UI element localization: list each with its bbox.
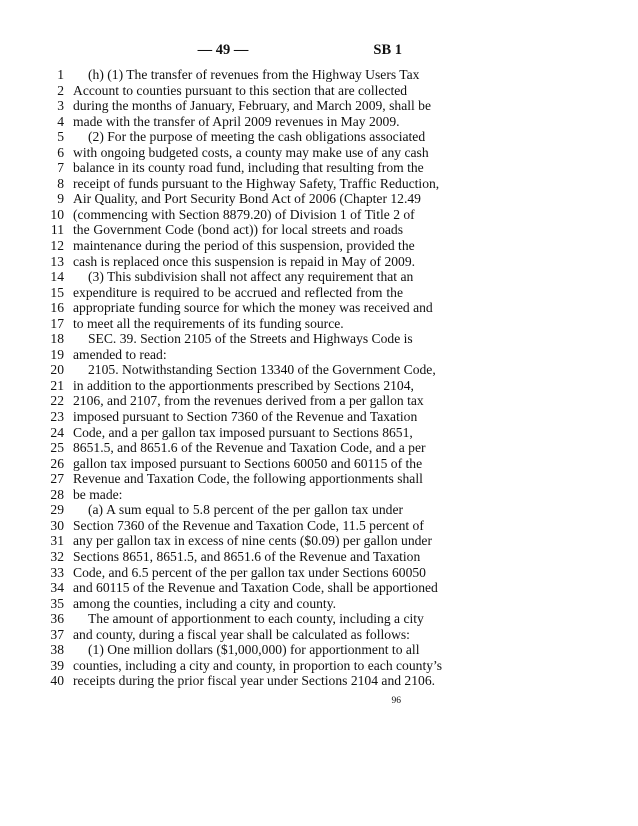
line-text: among the counties, including a city and county. xyxy=(73,595,337,611)
text-line xyxy=(42,222,403,238)
version-number: 96 xyxy=(391,696,401,706)
text-line xyxy=(42,548,421,565)
line-number: 8 xyxy=(57,175,64,191)
line-number: 39 xyxy=(50,657,64,673)
line-number: 22 xyxy=(50,393,64,409)
line-text: and 60115 of the Revenue and Taxation Code, shall be apportioned xyxy=(73,580,438,596)
line-number: 21 xyxy=(50,377,64,393)
line-text: made with the transfer of April 2009 revenues in May 2009. xyxy=(73,113,400,129)
line-text: Air Quality, and Port Security Bond Act of 2006 (Chapter 12.49 xyxy=(73,191,421,207)
line-text: appropriate funding source for which the money was received and xyxy=(73,300,433,316)
text-line xyxy=(42,98,432,114)
line-text: receipt of funds pursuant to the Highway Safety, Traffic Reduction, xyxy=(73,175,440,191)
text-line xyxy=(42,144,429,161)
text-line xyxy=(42,611,424,627)
text-line xyxy=(42,316,403,332)
line-text: in addition to the apportionments prescribed by Sections 2104, xyxy=(73,377,414,393)
text-line xyxy=(42,487,403,503)
line-text: Sections 8651, 8651.5, and 8651.6 of the Revenue and Taxation xyxy=(73,548,421,564)
text-line xyxy=(42,206,415,223)
text-line xyxy=(42,175,440,192)
page-number: — 49 — xyxy=(197,42,249,58)
text-line xyxy=(42,82,408,99)
line-number: 11 xyxy=(50,222,64,238)
text-line xyxy=(42,502,403,518)
text-line xyxy=(42,517,424,534)
text-line xyxy=(42,129,426,145)
line-text: during the months of January, February, and March 2009, shall be xyxy=(73,98,432,114)
line-number: 29 xyxy=(50,502,64,518)
line-number: 27 xyxy=(50,471,64,487)
line-number: 6 xyxy=(57,144,64,160)
line-number: 38 xyxy=(50,642,64,658)
text-line xyxy=(42,377,414,394)
line-text: with ongoing budgeted costs, a county may make use of any cash xyxy=(73,144,429,160)
line-text: expenditure is required to be accrued and reflected from the xyxy=(73,284,403,300)
line-text: SEC. 39. Section 2105 of the Streets and Highways Code is xyxy=(88,331,413,347)
line-number: 28 xyxy=(50,486,64,502)
line-number: 26 xyxy=(50,455,64,471)
line-text: maintenance during the period of this suspension, provided the xyxy=(73,238,415,254)
line-number: 17 xyxy=(50,315,64,331)
text-line xyxy=(42,424,413,441)
line-number: 19 xyxy=(50,346,64,362)
line-number: 35 xyxy=(50,595,64,611)
text-line xyxy=(42,160,424,176)
line-number: 10 xyxy=(50,206,64,222)
text-line xyxy=(42,285,403,301)
line-number: 14 xyxy=(50,269,64,285)
line-number: 4 xyxy=(57,113,64,129)
line-number: 30 xyxy=(50,517,64,533)
line-text: the Government Code (bond act)) for local streets and roads xyxy=(73,222,403,238)
line-number: 3 xyxy=(57,98,64,114)
line-text: Account to counties pursuant to this section that are collected xyxy=(73,82,408,98)
line-number: 25 xyxy=(50,440,64,456)
line-text: amended to read: xyxy=(73,346,167,362)
line-number: 5 xyxy=(57,129,64,145)
text-line xyxy=(42,67,420,83)
line-text: 2105. Notwithstanding Section 13340 of the Government Code, xyxy=(88,362,436,378)
line-text: counties, including a city and county, in proportion to each county’s xyxy=(73,657,443,673)
line-text: cash is replaced once this suspension is repaid in May of 2009. xyxy=(73,253,416,269)
line-number: 40 xyxy=(50,673,64,689)
text-line xyxy=(42,253,416,270)
text-line xyxy=(42,657,443,674)
line-number: 15 xyxy=(50,284,64,300)
line-number: 18 xyxy=(50,331,64,347)
text-line xyxy=(42,114,403,130)
line-text: 2106, and 2107, from the revenues derived from a per gallon tax xyxy=(73,393,424,409)
text-line xyxy=(42,440,426,456)
text-line xyxy=(42,673,436,689)
text-line xyxy=(42,642,420,658)
text-line xyxy=(42,533,432,549)
line-number: 1 xyxy=(57,67,64,82)
line-number: 16 xyxy=(50,300,64,316)
line-text: 8651.5, and 8651.6 of the Revenue and Taxation Code, and a per xyxy=(73,440,426,456)
text-line xyxy=(42,300,433,316)
text-line xyxy=(42,564,426,581)
line-text: (2) For the purpose of meeting the cash obligations associated xyxy=(88,129,426,145)
line-text: (commencing with Section 8879.20) of Division 1 of Title 2 of xyxy=(73,206,415,222)
line-text: imposed pursuant to Section 7360 of the Revenue and Taxation xyxy=(73,409,418,425)
line-text: Revenue and Taxation Code, the following apportionments shall xyxy=(73,471,423,487)
line-text: Code, and a per gallon tax imposed pursuant to Sections 8651, xyxy=(73,424,413,440)
line-text: receipts during the prior fiscal year under Sections 2104 and 2106. xyxy=(73,673,436,689)
line-number: 34 xyxy=(50,580,64,596)
text-line xyxy=(42,362,436,378)
line-text: The amount of apportionment to each county, including a city xyxy=(88,611,424,627)
line-text: (1) One million dollars ($1,000,000) for apportionment to all xyxy=(88,642,420,658)
line-text: to meet all the requirements of its funding source. xyxy=(73,315,344,331)
text-line xyxy=(42,455,423,472)
line-number: 9 xyxy=(57,191,64,207)
line-text: (h) (1) The transfer of revenues from the Highway Users Tax xyxy=(88,67,420,82)
line-number: 2 xyxy=(57,82,64,98)
text-line xyxy=(42,331,413,347)
line-number: 23 xyxy=(50,409,64,425)
line-number: 31 xyxy=(50,533,64,549)
line-text: (3) This subdivision shall not affect any requirement that an xyxy=(88,269,414,285)
text-line xyxy=(42,393,424,409)
bill-id: SB 1 xyxy=(373,42,402,58)
line-number: 12 xyxy=(50,238,64,254)
text-line xyxy=(42,409,418,425)
line-text: gallon tax imposed pursuant to Sections 60050 and 60115 of the xyxy=(73,455,423,471)
line-number: 24 xyxy=(50,424,64,440)
text-line xyxy=(42,347,403,363)
line-text: Code, and 6.5 percent of the per gallon tax under Sections 60050 xyxy=(73,564,426,580)
text-line xyxy=(42,596,403,612)
line-number: 13 xyxy=(50,253,64,269)
text-line xyxy=(42,626,410,643)
line-number: 36 xyxy=(50,611,64,627)
line-text: and county, during a fiscal year shall be calculated as follows: xyxy=(73,626,410,642)
line-number: 7 xyxy=(57,160,64,176)
line-text: (a) A sum equal to 5.8 percent of the per gallon tax under xyxy=(88,502,403,518)
line-number: 33 xyxy=(50,564,64,580)
line-number: 37 xyxy=(50,626,64,642)
text-line xyxy=(42,238,415,254)
text-line xyxy=(42,580,438,596)
bill-text-body xyxy=(42,67,443,689)
line-number: 32 xyxy=(50,548,64,564)
text-line xyxy=(42,269,414,285)
line-text: be made: xyxy=(73,486,123,502)
line-text: Section 7360 of the Revenue and Taxation Code, 11.5 percent of xyxy=(73,517,424,533)
line-text: balance in its county road fund, including that resulting from the xyxy=(73,160,424,176)
line-number: 20 xyxy=(50,362,64,378)
page-header xyxy=(0,40,638,60)
text-line xyxy=(42,471,423,487)
text-line xyxy=(42,191,421,207)
line-text: any per gallon tax in excess of nine cents ($0.09) per gallon under xyxy=(73,533,432,549)
